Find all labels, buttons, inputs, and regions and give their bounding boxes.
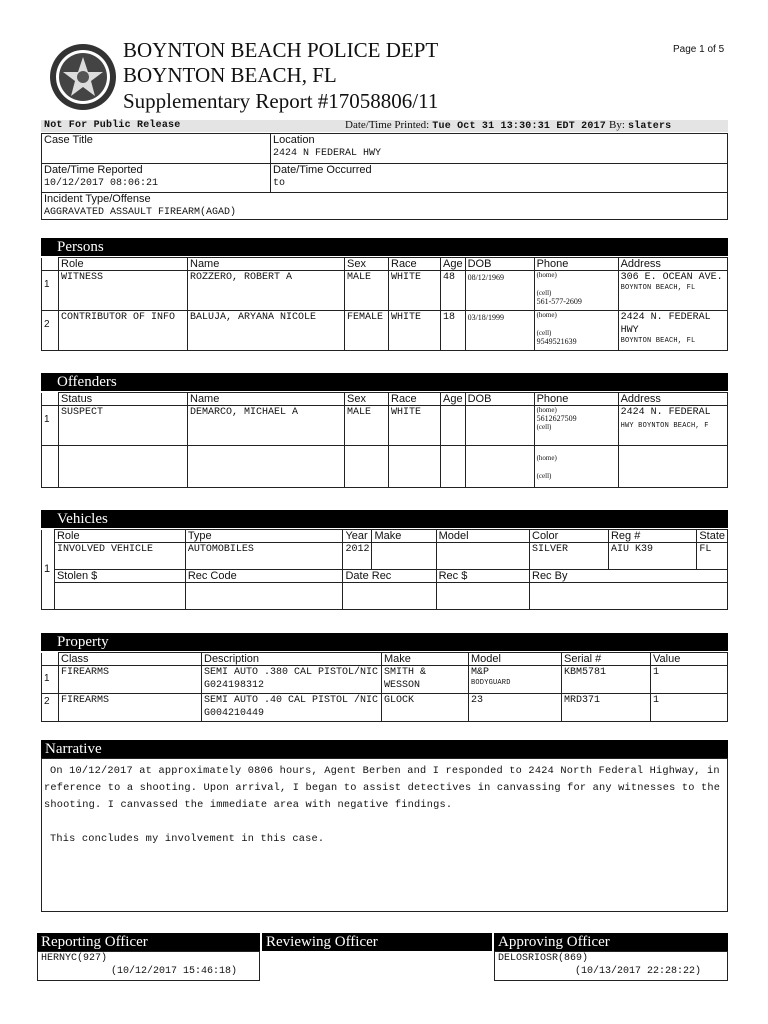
persons-col-sex: Sex [345,258,389,271]
by-label: By: [609,119,625,131]
persons-col-role: Role [59,258,188,271]
table-row: 2 CONTRIBUTOR OF INFO BALUJA, ARYANA NICOLE FEMALE WHITE 18 03/18/1999 (home) (cell) 9549521639 2424 N. FEDERAL HWY BOYNTON BEACH, FL [42,311,728,351]
narrative-conclusion: This concludes my involvement in this case. [50,833,325,845]
location-value: 2424 N FEDERAL HWY [273,148,382,159]
printed-label: Date/Time Printed: [345,119,430,131]
by-value: slaters [627,121,672,132]
narrative-box [41,758,728,912]
occurred-value: to [273,178,286,189]
offenders-section-title: Offenders [41,373,728,391]
approving-officer-name: DELOSRIOSR(869) [498,953,589,964]
persons-col-race: Race [389,258,441,271]
dept-city: BOYNTON BEACH, FL [123,63,337,87]
printed-line [345,119,671,132]
narrative-paragraph: On 10/12/2017 at approximately 0806 hours, Agent Berben and I responded to 2424 North Federal Highway, in reference to a shooting. Upon arrival, I began to assist detectives in canvassing for any witnesses to the shooting. I canvassed the immediate area with negative findings. [44,765,721,811]
reviewing-officer-label: Reviewing Officer [262,933,492,951]
incident-value: AGGRAVATED ASSAULT FIREARM(AGAD) [44,207,237,218]
persons-section-title: Persons [41,238,728,256]
reporting-officer-date: (10/12/2017 15:46:18) [111,966,238,977]
reported-value: 10/12/2017 08:06:21 [44,178,159,189]
table-row: INVOLVED VEHICLE AUTOMOBILES 2012 SILVER AIU K39 FL [42,543,728,570]
reporting-officer-label: Reporting Officer [37,933,260,951]
location-label: Location [273,134,315,146]
occurred-label: Date/Time Occurred [273,164,372,176]
property-table: Class Description Make Model Serial # Value 1 FIREARMS SEMI AUTO .380 CAL PISTOL/NIC G024198312 SMITH & WESSON M&P BODYGUARD KBM5781 1 2 FIREARMS SEMI AUTO .40 CAL PISTOL /NIC G004210449 GLOCK 23 MRD371 1 [41,652,728,722]
table-row: 1 SUSPECT DEMARCO, MICHAEL A MALE WHITE (home) 5612627509 (cell) 2424 N. FEDERAL HWY BOYNTON BEACH, F [42,406,728,446]
persons-col-phone: Phone [534,258,618,271]
vehicles-table: 1 Role Type Year Make Model Color Reg # State INVOLVED VEHICLE AUTOMOBILES 2012 SILVER AIU K39 FL Stolen $ Rec Code Date Rec Rec $ Rec By [41,529,728,610]
table-row: 1 WITNESS ROZZERO, ROBERT A MALE WHITE 48 08/12/1969 (home) (cell) 561-577-2609 306 E. OCEAN AVE. BOYNTON BEACH, FL [42,271,728,311]
persons-col-address: Address [618,258,727,271]
reported-label: Date/Time Reported [44,164,143,176]
approving-officer-date: (10/13/2017 22:28:22) [575,966,702,977]
persons-table [41,257,728,351]
persons-col-age: Age [441,258,466,271]
page-number: Page 1 of 5 [673,44,725,55]
persons-col-name: Name [188,258,345,271]
case-info-table [41,133,728,220]
police-seal-logo [48,42,118,112]
table-row: (home) (cell) [42,446,728,488]
approving-officer-box [494,951,728,981]
printed-value: Tue Oct 31 13:30:31 EDT 2017 [432,121,606,132]
table-row: 1 FIREARMS SEMI AUTO .380 CAL PISTOL/NIC G024198312 SMITH & WESSON M&P BODYGUARD KBM5781 1 [42,666,728,694]
table-row: 2 FIREARMS SEMI AUTO .40 CAL PISTOL /NIC G004210449 GLOCK 23 MRD371 1 [42,694,728,722]
persons-col-dob: DOB [465,258,534,271]
reporting-officer-box [37,951,260,981]
incident-label: Incident Type/Offense [44,193,151,205]
release-notice: Not For Public Release [44,120,181,131]
vehicles-section-title: Vehicles [41,510,728,528]
case-title-label: Case Title [44,134,93,146]
offenders-table: Status Name Sex Race Age DOB Phone Address 1 SUSPECT DEMARCO, MICHAEL A MALE WHITE (home) 5612627509 (cell) 2424 N. FEDERAL HWY BOYNTON BEACH, F (home) (cell) [41,392,728,488]
narrative-section-title: Narrative [41,740,728,758]
reporting-officer-name: HERNYC(927) [41,953,108,964]
property-section-title: Property [41,633,728,651]
dept-name: BOYNTON BEACH POLICE DEPT [123,38,439,62]
approving-officer-label: Approving Officer [494,933,728,951]
report-title: Supplementary Report #17058806/11 [123,89,439,113]
